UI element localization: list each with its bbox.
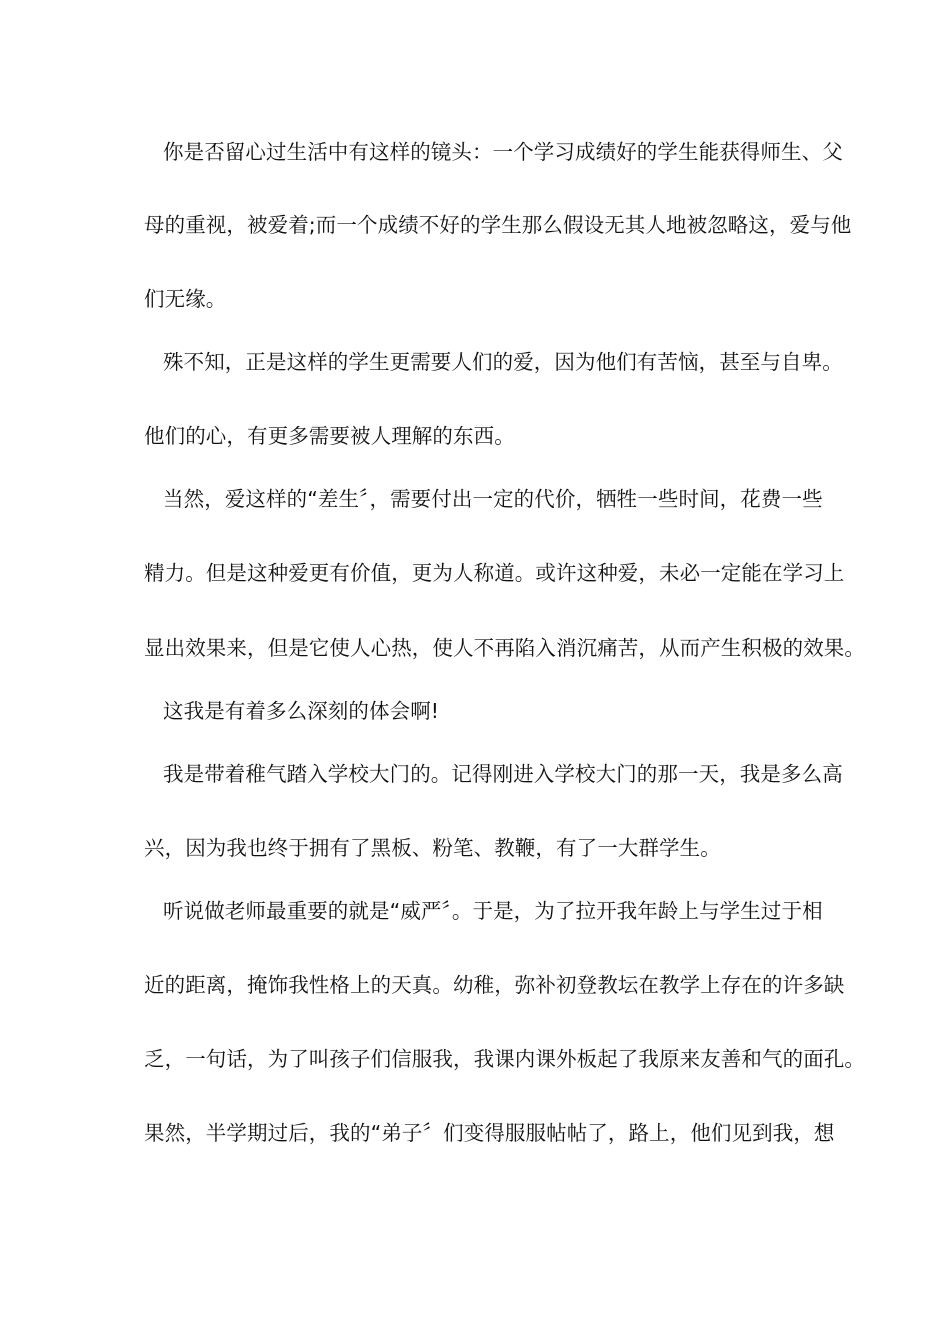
paragraph-6-line-2: 近的距离，掩饰我性格上的天真。幼稚，弥补初登教坛在教学上存在的许多缺 — [144, 973, 845, 997]
paragraph-2-line-2: 他们的心，有更多需要被人理解的东西。 — [144, 424, 515, 448]
paragraph-1-line-2: 母的重视，被爱着;而一个成绩不好的学生那么假设无其人地被忽略这，爱与他 — [144, 213, 852, 237]
paragraph-6-line-1: 听说做老师最重要的就是“威严〞。于是，为了拉开我年龄上与学生过于相 — [163, 899, 823, 923]
paragraph-3-line-3: 显出效果来，但是它使人心热，使人不再陷入消沉痛苦，从而产生积极的效果。 — [144, 636, 865, 660]
paragraph-6-line-3: 乏，一句话，为了叫孩子们信服我，我课内课外板起了我原来友善和气的面孔。 — [144, 1047, 865, 1071]
paragraph-2-line-1: 殊不知，正是这样的学生更需要人们的爱，因为他们有苦恼，甚至与自卑。 — [163, 350, 843, 374]
paragraph-3-line-2: 精力。但是这种爱更有价值，更为人称道。或许这种爱，未必一定能在学习上 — [144, 561, 845, 585]
paragraph-3-line-1: 当然，爱这样的“差生〞，需要付出一定的代价，牺牲一些时间，花费一些 — [163, 487, 823, 511]
paragraph-5-line-2: 兴，因为我也终于拥有了黑板、粉笔、教鞭，有了一大群学生。 — [144, 836, 721, 860]
paragraph-6-line-4: 果然，半学期过后，我的“弟子〞们变得服服帖帖了，路上，他们见到我，想 — [144, 1121, 835, 1145]
paragraph-1-line-1: 你是否留心过生活中有这样的镜头：一个学习成绩好的学生能获得师生、父 — [163, 140, 843, 164]
paragraph-4-line-1: 这我是有着多么深刻的体会啊! — [163, 699, 440, 723]
paragraph-5-line-1: 我是带着稚气踏入学校大门的。记得刚进入学校大门的那一天，我是多么高 — [163, 762, 843, 786]
paragraph-1-line-3: 们无缘。 — [144, 287, 227, 311]
